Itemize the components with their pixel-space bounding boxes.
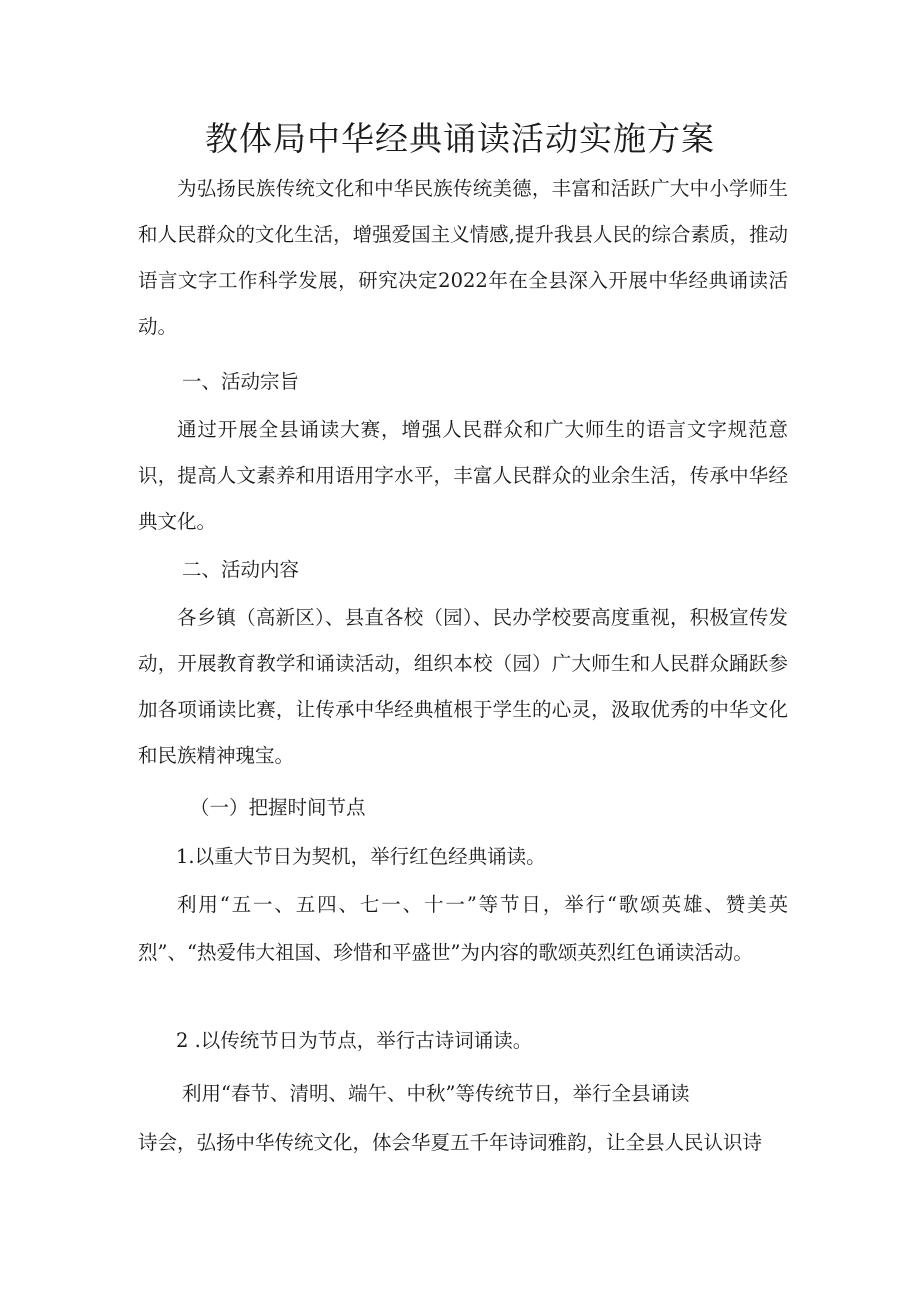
section2-paragraph: 各乡镇（高新区）、县直各校（园）、民办学校要高度重视，积极宣传发动，开展教育教学和诵读活动，组织本校（园）广大师生和人民群众踊跃参加各项诵读比赛，让传承中华经典植根于学生的心灵，汲取优秀的中华文化和民族精神瑰宝。 [138,606,788,767]
intro-paragraph: 为弘扬民族传统文化和中华民族传统美德，丰富和活跃广大中小学师生和人民群众的文化生活，增强爱国主义情感,提升我县人民的综合素质，推动语言文字工作科学发展，研究决定2022年在全县深入开展中华经典诵读活动。 [138,177,788,338]
section1-paragraph: 通过开展全县诵读大赛，增强人民群众和广大师生的语言文字规范意识，提高人文素养和用语用字水平，丰富人民群众的业余生活，传承中华经典文化。 [138,418,788,533]
item1-paragraph: 利用“五一、五四、七一、十一”等节日，举行“歌颂英雄、赞美英烈”、“热爱伟大祖国、珍惜和平盛世”为内容的歌颂英烈红色诵读活动。 [138,893,788,964]
document-title: 教体局中华经典诵读活动实施方案 [205,119,715,158]
item1-heading: 1.以重大节日为契机，举行红色经典诵读。 [176,845,546,868]
item2-line-1: 利用“春节、清明、端午、中秋”等传统节日，举行全县诵读 [182,1082,690,1105]
section1-heading: 一、活动宗旨 [182,370,300,393]
item2-heading: 2 .以传统节日为节点，举行古诗词诵读。 [176,1029,533,1052]
item2-line-2: 诗会，弘扬中华传统文化，体会华夏五千年诗词雅韵，让全县人民认识诗 [138,1131,763,1154]
section2-heading: 二、活动内容 [182,558,300,581]
subsection1-heading: （一）把握时间节点 [190,796,366,819]
